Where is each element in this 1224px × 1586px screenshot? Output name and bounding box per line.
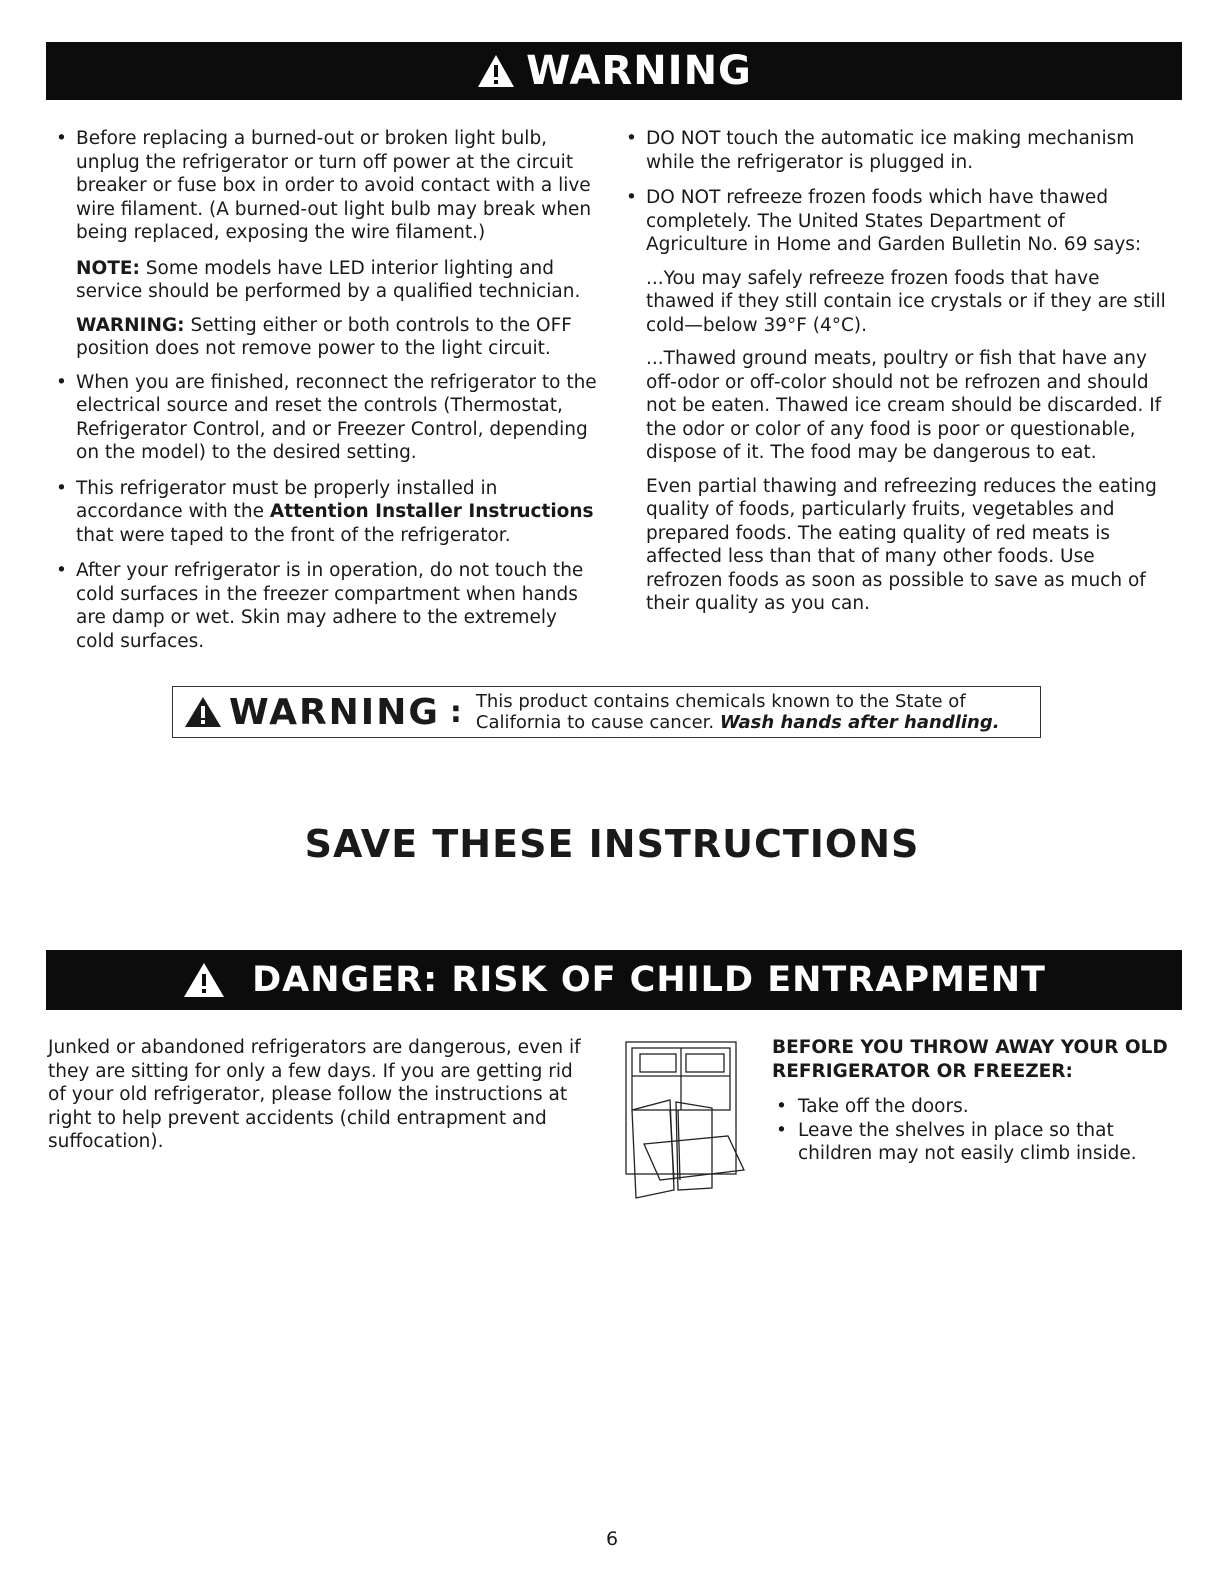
bullet-text: DO NOT refreeze frozen foods which have thawed completely. The United States Department of Agriculture in Home and Garden Bulletin No. 69 says: bbox=[646, 187, 1142, 255]
danger-instructions-heading: BEFORE YOU THROW AWAY YOUR OLD REFRIGERATOR OR FREEZER: bbox=[772, 1037, 1168, 1082]
list-item bbox=[622, 127, 1172, 174]
prop65-line: This product contains chemicals known to the State of bbox=[475, 691, 966, 712]
bullet-emphasis: Attention Installer Instructions bbox=[269, 501, 594, 522]
warning-paragraph bbox=[52, 314, 600, 361]
bullet-text: DO NOT touch the automatic ice making mechanism while the refrigerator is plugged in. bbox=[646, 128, 1135, 173]
save-instructions-title: SAVE THESE INSTRUCTIONS bbox=[304, 822, 920, 866]
list-item bbox=[52, 371, 600, 465]
note-label: NOTE: bbox=[76, 257, 140, 279]
list-item bbox=[52, 127, 600, 245]
list-item: • Leave the shelves in place so that children may not easily climb inside. bbox=[772, 1119, 1172, 1166]
warning-label: WARNING: bbox=[76, 314, 185, 336]
prop65-line: California to cause cancer. bbox=[475, 712, 715, 733]
note-paragraph bbox=[52, 257, 600, 304]
bullet-text: When you are finished, reconnect the refrigerator to the electrical source and reset the controls (Thermostat, Refrigerator Control, and or Freezer Control, depending on the model) to the desired setting. bbox=[76, 371, 597, 463]
body-paragraph: Even partial thawing and refreezing reduces the eating quality of foods, particularly fruits, vegetables and prepared foods. The eating quality of red meats is affected less than that of many other foods. Use refrozen foods as soon as possible to save as much of their quality as you can. bbox=[646, 475, 1157, 614]
warning-triangle-icon bbox=[183, 695, 223, 729]
warning-triangle-icon bbox=[182, 961, 226, 999]
left-column bbox=[52, 127, 600, 665]
list-item: • Take off the doors. bbox=[772, 1095, 1172, 1119]
refrigerator-illustration bbox=[612, 1040, 772, 1200]
note-text: Some models have LED interior lighting and service should be performed by a qualified technician. bbox=[76, 257, 581, 302]
list-item bbox=[52, 559, 600, 653]
prop65-warning-box bbox=[172, 686, 1041, 738]
list-item bbox=[52, 477, 600, 548]
bullet-text: Before replacing a burned-out or broken light bulb, unplug the refrigerator or turn off power at the circuit breaker or fuse box in order to avoid contact with a live wire filament. (A burned-out light bulb may break when being replaced, exposing the wire filament.) bbox=[76, 128, 592, 243]
warning-banner bbox=[46, 42, 1182, 100]
bullet-text: that were taped to the front of the refrigerator. bbox=[76, 524, 511, 546]
danger-description: Junked or abandoned refrigerators are dangerous, even if they are sitting for only a few days. If you are getting rid of your old refrigerator, please follow the instructions at right to help prevent accidents (child entrapment and suffocation). bbox=[48, 1037, 581, 1152]
prop65-colon: : bbox=[449, 694, 462, 730]
right-column bbox=[622, 127, 1172, 626]
quote-paragraph: ...You may safely refreeze frozen foods that have thawed if they still contain ice crystals or if they are still cold—below 39°F (4°C). bbox=[646, 267, 1166, 336]
bullet-text: After your refrigerator is in operation, do not touch the cold surfaces in the freezer compartment when hands are damp or wet. Skin may adhere to the extremely cold surfaces. bbox=[76, 560, 584, 652]
danger-banner bbox=[46, 950, 1182, 1010]
prop65-message bbox=[476, 691, 1000, 733]
prop65-emphasis: Wash hands after handling. bbox=[719, 712, 1000, 733]
quote-paragraph: ...Thawed ground meats, poultry or fish that have any off-odor or off-color should not be refrozen and should not be eaten. Thawed ice cream should be discarded. If the odor or color of any food is poor or questionable, dispose of it. The food may be dangerous to eat. bbox=[646, 348, 1162, 463]
warning-banner-title: WARNING bbox=[526, 48, 752, 94]
warning-triangle-icon bbox=[476, 53, 516, 89]
prop65-label: WARNING bbox=[229, 691, 440, 733]
warning-text: Setting either or both controls to the OFF position does not remove power to the light circuit. bbox=[76, 314, 572, 359]
list-item bbox=[622, 186, 1172, 257]
danger-instructions bbox=[772, 1036, 1172, 1166]
bullet-text: This refrigerator must be properly installed in accordance with the bbox=[76, 477, 498, 522]
prop65-heading bbox=[183, 692, 440, 733]
page-number: 6 bbox=[605, 1528, 619, 1550]
danger-banner-title: DANGER: RISK OF CHILD ENTRAPMENT bbox=[252, 960, 1046, 1000]
